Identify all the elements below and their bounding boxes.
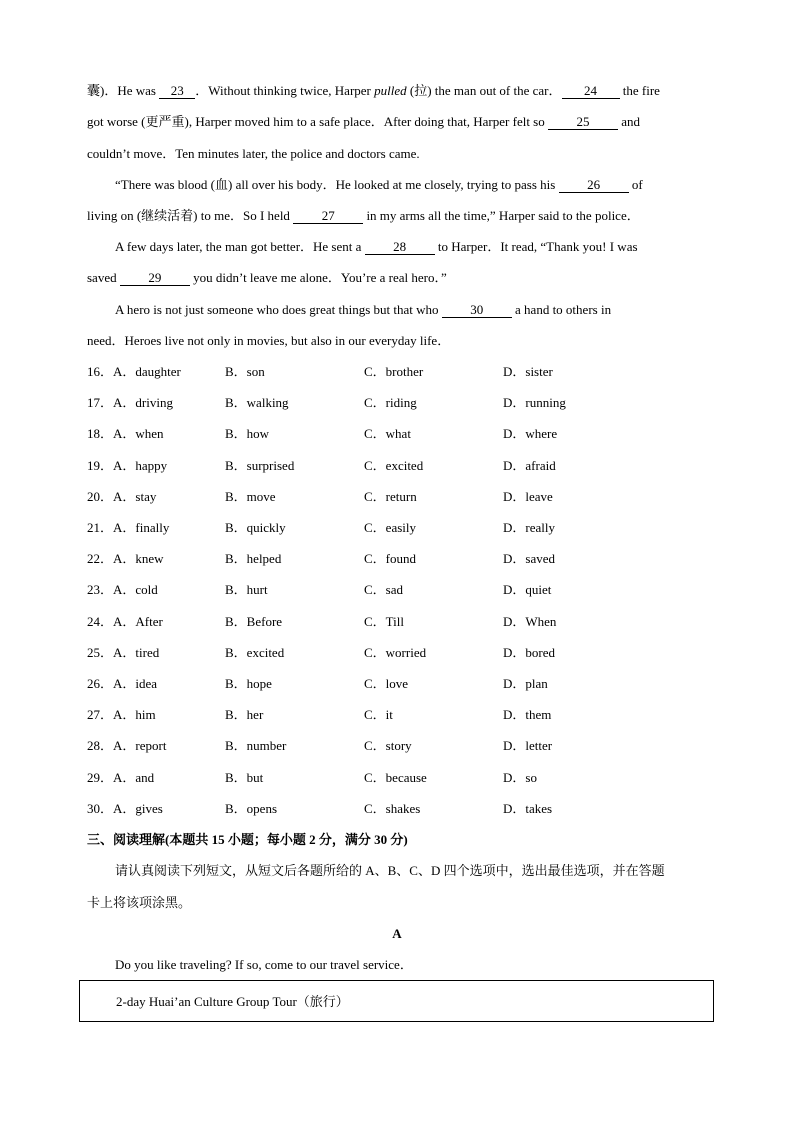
- instruction-line: 请认真阅读下列短文，从短文后各题所给的 A、B、C、D 四个选项中，选出最佳选项，并在答题: [115, 863, 665, 878]
- question-option[interactable]: D．letter: [503, 738, 553, 753]
- question-option[interactable]: B．walking: [225, 395, 289, 410]
- question-option[interactable]: C．love: [364, 676, 409, 691]
- section-heading: 三、阅读理解(本题共 15 小题；每小题 2 分，满分 30 分): [87, 832, 408, 847]
- intro-line: Do you like traveling? If so, come to our travel service．: [115, 957, 413, 972]
- blank-26: 26: [559, 177, 629, 193]
- question-option[interactable]: 29．A．and: [87, 770, 155, 785]
- instruction-line: 卡上将该项涂黑。: [87, 895, 192, 910]
- question-option[interactable]: C．shakes: [364, 801, 421, 816]
- question-option[interactable]: C．riding: [364, 395, 417, 410]
- question-option[interactable]: D．running: [503, 395, 566, 410]
- question-option[interactable]: 18．A．when: [87, 426, 164, 441]
- passage-line: A hero is not just someone who does great things but that who 30 a hand to others in: [115, 302, 612, 317]
- question-option[interactable]: C．brother: [364, 364, 424, 379]
- blank-29: 29: [120, 270, 190, 286]
- question-option[interactable]: 22．A．knew: [87, 551, 164, 566]
- passage-line: couldn’t move．Ten minutes later, the police and doctors came.: [87, 146, 420, 161]
- question-option[interactable]: D．afraid: [503, 458, 556, 473]
- question-option[interactable]: D．bored: [503, 645, 555, 660]
- question-option[interactable]: B．but: [225, 770, 264, 785]
- part-label: A: [392, 926, 402, 941]
- passage-line: got worse (更严重), Harper moved him to a safe place．After doing that, Harper felt so 25 and: [87, 114, 641, 129]
- question-option[interactable]: C．sad: [364, 582, 404, 597]
- question-option[interactable]: 17．A．driving: [87, 395, 173, 410]
- question-option[interactable]: 20．A．stay: [87, 489, 157, 504]
- question-option[interactable]: C．easily: [364, 520, 416, 535]
- question-option[interactable]: 25．A．tired: [87, 645, 160, 660]
- tour-title: 2-day Huai’an Culture Group Tour（旅行）: [116, 994, 349, 1009]
- question-option[interactable]: D．where: [503, 426, 558, 441]
- blank-23: 23: [159, 83, 195, 99]
- emphasis-word: pulled: [374, 83, 407, 98]
- question-option[interactable]: B．opens: [225, 801, 278, 816]
- question-option[interactable]: 19．A．happy: [87, 458, 168, 473]
- question-option[interactable]: D．When: [503, 614, 557, 629]
- question-option[interactable]: 16．A．daughter: [87, 364, 181, 379]
- question-option[interactable]: B．her: [225, 707, 264, 722]
- question-option[interactable]: D．leave: [503, 489, 553, 504]
- question-option[interactable]: B．hope: [225, 676, 272, 691]
- question-option[interactable]: B．number: [225, 738, 287, 753]
- question-option[interactable]: B．move: [225, 489, 276, 504]
- question-option[interactable]: B．hurt: [225, 582, 268, 597]
- question-option[interactable]: D．sister: [503, 364, 553, 379]
- question-option[interactable]: 30．A．gives: [87, 801, 163, 816]
- question-option[interactable]: D．takes: [503, 801, 553, 816]
- passage-line: 囊)．He was 23 ．Without thinking twice, Harper pulled (拉) the man out of the car． 24 the fire: [87, 83, 660, 98]
- tour-box: [79, 980, 714, 1022]
- question-option[interactable]: C．worried: [364, 645, 427, 660]
- blank-24: 24: [562, 83, 620, 99]
- blank-28: 28: [365, 239, 435, 255]
- question-option[interactable]: B．quickly: [225, 520, 286, 535]
- question-option[interactable]: C．excited: [364, 458, 424, 473]
- question-option[interactable]: B．son: [225, 364, 265, 379]
- question-option[interactable]: 27．A．him: [87, 707, 156, 722]
- question-option[interactable]: 26．A．idea: [87, 676, 158, 691]
- question-option[interactable]: 28．A．report: [87, 738, 167, 753]
- question-option[interactable]: B．helped: [225, 551, 282, 566]
- passage-line: A few days later, the man got better．He sent a 28 to Harper．It read, “Thank you! I was: [115, 239, 638, 254]
- blank-30: 30: [442, 302, 512, 318]
- passage-line: living on (继续活着) to me．So I held 27 in my arms all the time,” Harper said to the police．: [87, 208, 640, 223]
- question-option[interactable]: C．found: [364, 551, 417, 566]
- question-option[interactable]: C．Till: [364, 614, 404, 629]
- question-option[interactable]: B．how: [225, 426, 270, 441]
- question-option[interactable]: B．Before: [225, 614, 283, 629]
- question-option[interactable]: D．plan: [503, 676, 548, 691]
- blank-25: 25: [548, 114, 618, 130]
- passage-line: saved 29 you didn’t leave me alone．You’re a real hero．”: [87, 270, 447, 285]
- question-option[interactable]: D．so: [503, 770, 537, 785]
- question-option[interactable]: C．because: [364, 770, 427, 785]
- passage-line: need．Heroes live not only in movies, but also in our everyday life．: [87, 333, 451, 348]
- question-option[interactable]: D．really: [503, 520, 555, 535]
- question-option[interactable]: D．saved: [503, 551, 555, 566]
- question-option[interactable]: C．what: [364, 426, 411, 441]
- question-option[interactable]: C．story: [364, 738, 412, 753]
- question-option[interactable]: D．quiet: [503, 582, 552, 597]
- question-option[interactable]: C．it: [364, 707, 393, 722]
- question-option[interactable]: 21．A．finally: [87, 520, 170, 535]
- question-option[interactable]: C．return: [364, 489, 417, 504]
- question-option[interactable]: D．them: [503, 707, 552, 722]
- question-option[interactable]: 24．A．After: [87, 614, 163, 629]
- question-option[interactable]: B．surprised: [225, 458, 295, 473]
- question-option[interactable]: B．excited: [225, 645, 285, 660]
- question-option[interactable]: 23．A．cold: [87, 582, 158, 597]
- passage-line: “There was blood (血) all over his body．He looked at me closely, trying to pass his 26 of: [115, 177, 643, 192]
- blank-27: 27: [293, 208, 363, 224]
